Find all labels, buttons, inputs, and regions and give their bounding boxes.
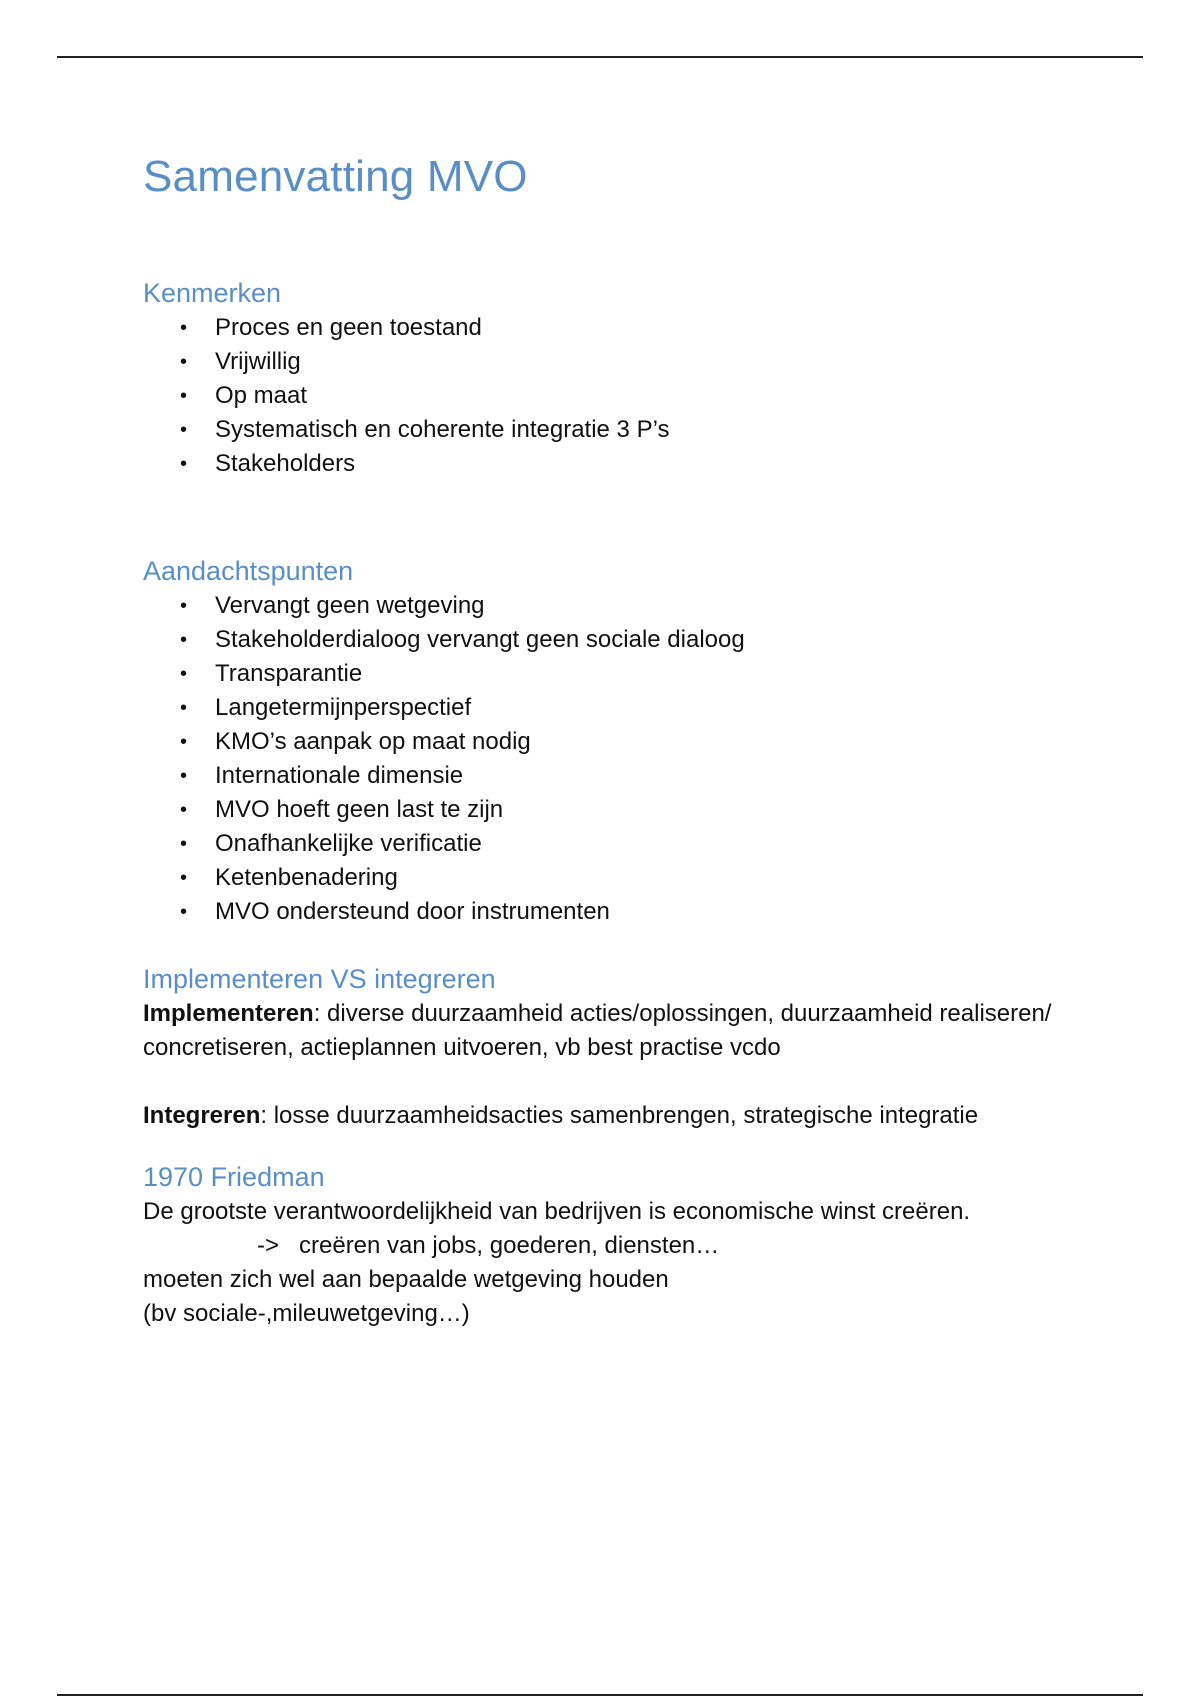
definition-integreren: : losse duurzaamheidsacties samenbrengen, strategische integratie [260,1102,979,1129]
bullet-icon: • [180,629,188,651]
list-item: • Proces en geen toestand [143,311,1103,345]
header-rule [57,56,1143,58]
bullet-icon: • [180,867,188,889]
bullet-icon: • [180,351,188,373]
bullet-icon: • [180,731,188,753]
bullet-icon: • [180,385,188,407]
bullet-icon: • [180,799,188,821]
list-item: • Systematisch en coherente integratie 3 P’s [143,413,1103,447]
friedman-line-3: moeten zich wel aan bepaalde wetgeving houden [143,1266,669,1293]
list-item: • Vrijwillig [143,345,1103,379]
heading-aandachtspunten: Aandachtspunten [143,556,354,586]
list-item: • KMO’s aanpak op maat nodig [143,725,1103,759]
bullet-icon: • [180,697,188,719]
bullet-icon: • [180,595,188,617]
bullet-icon: • [180,663,188,685]
list-item: • Ketenbenadering [143,861,1103,895]
definition-implementeren: : diverse duurzaamheid acties/oplossingen, duurzaamheid realiseren/ concretiseren, actieplannen uitvoeren, vb best practise vcdo [143,1000,1052,1061]
list-item: • Op maat [143,379,1103,413]
friedman-line-4: (bv sociale-,mileuwetgeving…) [143,1300,470,1327]
friedman-line-2: -> creëren van jobs, goederen, diensten… [143,1229,1103,1263]
list-item: • Langetermijnperspectief [143,691,1103,725]
list-kenmerken [143,311,1103,481]
bullet-icon: • [180,765,188,787]
bullet-icon: • [180,317,188,339]
list-aandachtspunten [143,589,1103,929]
bullet-icon: • [180,453,188,475]
list-item: • MVO ondersteund door instrumenten [143,895,1103,929]
paragraph-implementeren [143,997,1103,1065]
document-title: Samenvatting MVO [143,152,528,201]
list-item: • Transparantie [143,657,1103,691]
list-item: • Internationale dimensie [143,759,1103,793]
term-integreren: Integreren [143,1102,261,1129]
list-item: • Stakeholderdialoog vervangt geen sociale dialoog [143,623,1103,657]
list-item: • MVO hoeft geen last te zijn [143,793,1103,827]
document-body [143,148,1103,1331]
list-item: • Stakeholders [143,447,1103,481]
term-implementeren: Implementeren [143,1000,314,1027]
bullet-icon: • [180,419,188,441]
bullet-icon: • [180,833,188,855]
list-item: • Vervangt geen wetgeving [143,589,1103,623]
footer-rule [57,1694,1143,1696]
heading-kenmerken: Kenmerken [143,278,282,308]
list-item: • Onafhankelijke verificatie [143,827,1103,861]
heading-friedman: 1970 Friedman [143,1162,325,1192]
friedman-line-1: De grootste verantwoordelijkheid van bedrijven is economische winst creëren. [143,1198,971,1225]
heading-implementeren: Implementeren VS integreren [143,964,496,994]
arrow-icon: -> [257,1232,280,1259]
bullet-icon: • [180,901,188,923]
paragraph-integreren [143,1099,1103,1133]
